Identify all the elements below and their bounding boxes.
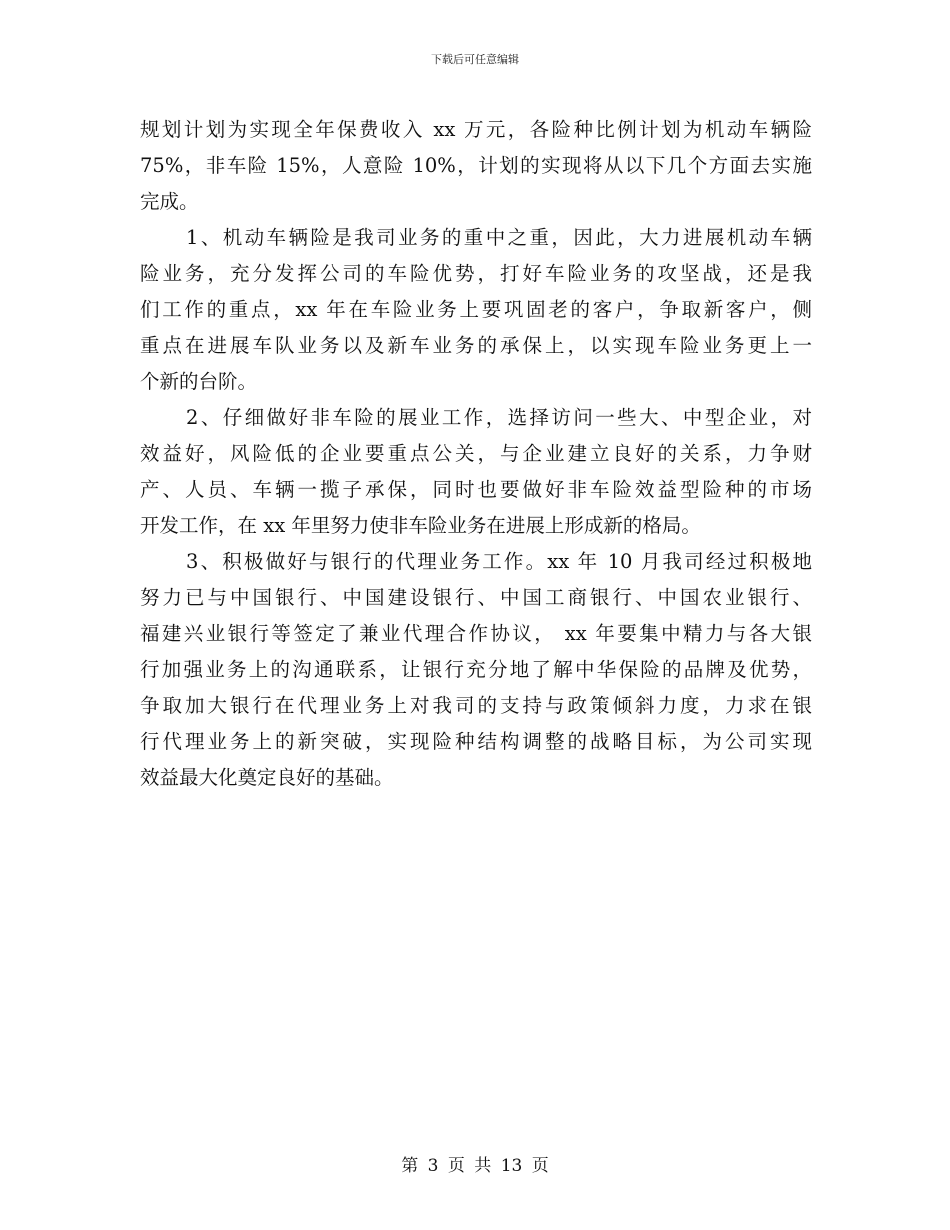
document-body [140,112,812,796]
text-line: 们工作的重点，xx 年在车险业务上要巩固老的客户，争取新客户，侧 [140,298,812,321]
text-line: 效益好，风险低的企业要重点公关，与企业建立良好的关系，力争财 [140,442,812,465]
text-line: 努力已与中国银行、中国建设银行、中国工商银行、中国农业银行、 [140,586,812,609]
text-line: 2、仔细做好非车险的展业工作，选择访问一些大、中型企业，对 [186,406,812,429]
text-line: 1、机动车辆险是我司业务的重中之重，因此，大力进展机动车辆 [186,226,812,249]
text-line: 75%，非车险 15%，人意险 10%，计划的实现将从以下几个方面去实施 [140,154,812,177]
text-line: 规划计划为实现全年保费收入 xx 万元，各险种比例计划为机动车辆险 [140,118,812,141]
text-line: 行加强业务上的沟通联系，让银行充分地了解中华保险的品牌及优势， [140,658,812,681]
text-line: 福建兴业银行等签定了兼业代理合作协议， xx 年要集中精力与各大银 [140,622,812,645]
paragraph-intro [140,112,812,220]
page-number: 第 3 页 共 13 页 [401,1156,549,1176]
header-note: 下载后可任意编辑 [431,53,519,66]
text-line: 险业务，充分发挥公司的车险优势，打好车险业务的攻坚战，还是我 [140,262,812,285]
text-line: 3、积极做好与银行的代理业务工作。xx 年 10 月我司经过积极地 [186,550,812,573]
text-line: 开发工作，在 xx 年里努力使非车险业务在进展上形成新的格局。 [140,514,701,537]
paragraph-item-3 [140,544,812,796]
text-line: 效益最大化奠定良好的基础。 [140,766,394,789]
text-line: 行代理业务上的新突破，实现险种结构调整的战略目标，为公司实现 [140,730,812,753]
text-line: 个新的台阶。 [140,370,258,393]
text-line: 完成。 [140,190,199,213]
text-line: 重点在进展车队业务以及新车业务的承保上，以实现车险业务更上一 [140,334,812,357]
text-line: 产、人员、车辆一揽子承保，同时也要做好非车险效益型险种的市场 [140,478,812,501]
paragraph-item-1 [140,220,812,400]
text-line: 争取加大银行在代理业务上对我司的支持与政策倾斜力度，力求在银 [140,694,812,717]
paragraph-item-2 [140,400,812,544]
